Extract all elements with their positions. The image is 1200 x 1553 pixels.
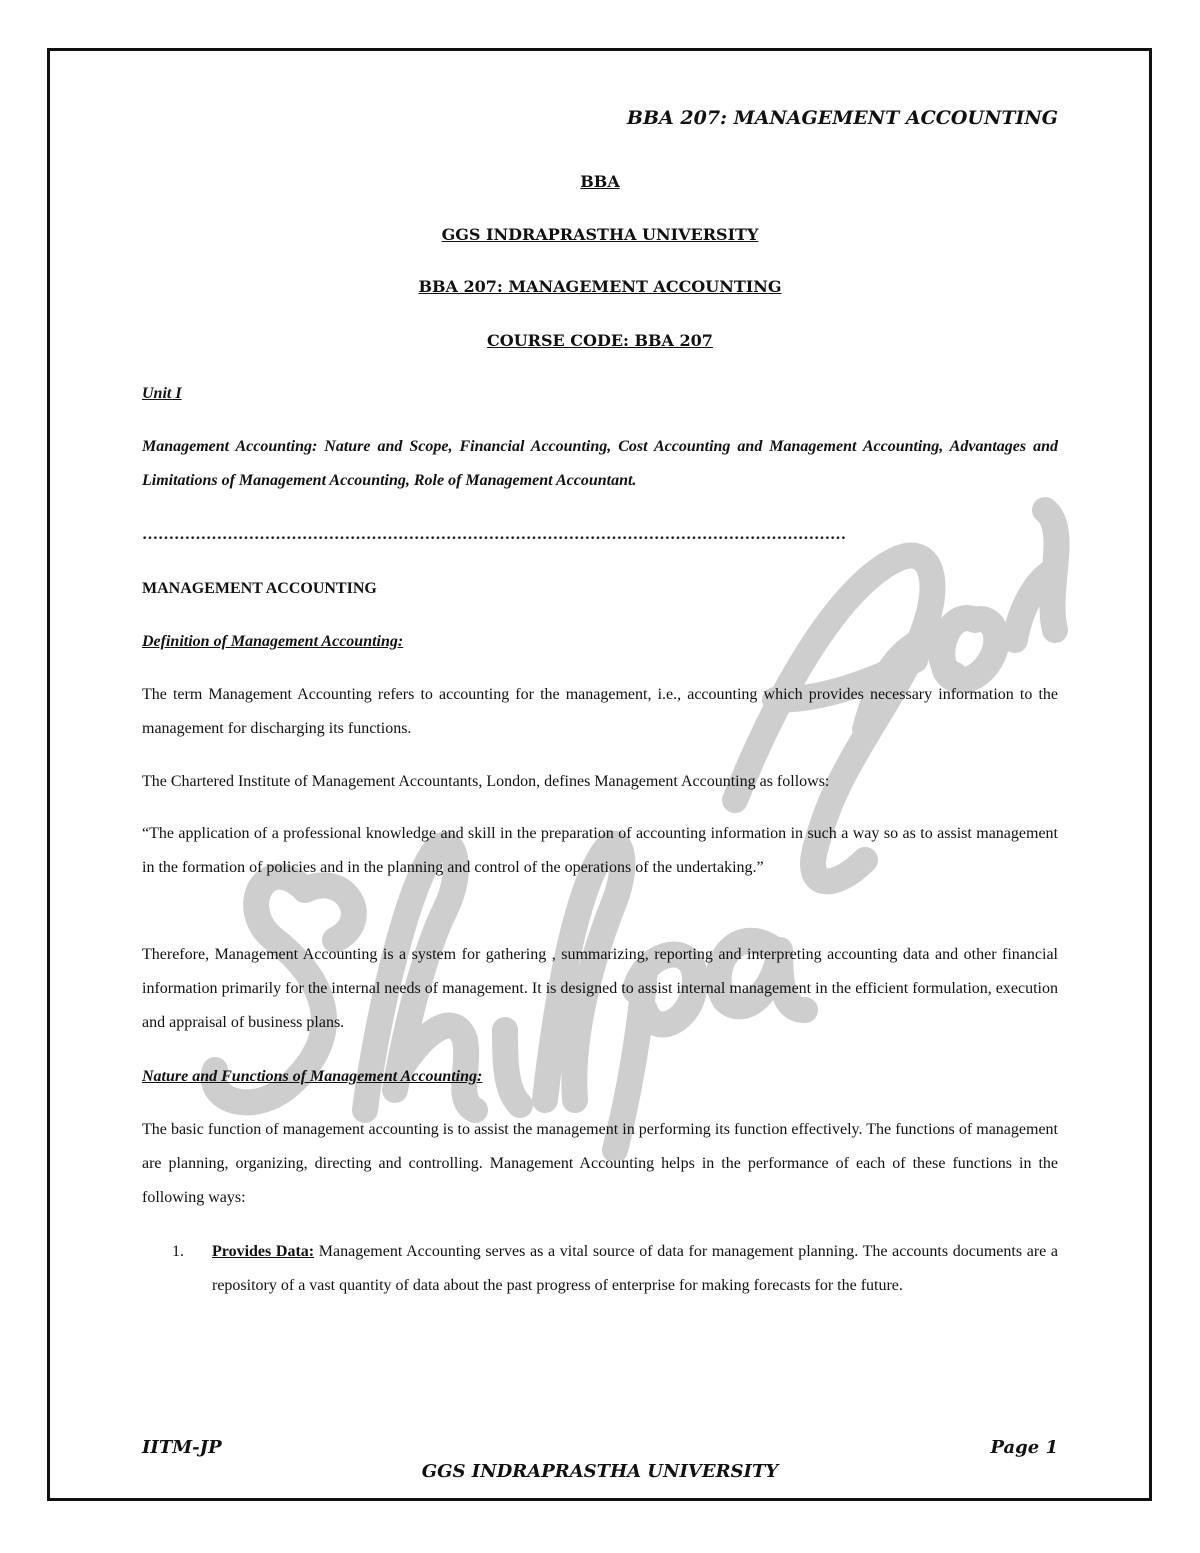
definition-heading: Definition of Management Accounting: <box>142 633 404 650</box>
footer-institute: IITM-JP <box>142 1437 222 1458</box>
list-item <box>212 1235 1058 1303</box>
list-item-title: Provides Data: <box>212 1243 315 1260</box>
course-code: COURSE CODE: BBA 207 <box>487 331 713 350</box>
university-title: GGS INDRAPRASTHA UNIVERSITY <box>441 225 759 244</box>
nature-heading: Nature and Functions of Management Accounting: <box>142 1068 483 1085</box>
section-heading: MANAGEMENT ACCOUNTING <box>142 580 377 597</box>
definition-paragraph: The term Management Accounting refers to accounting for the management, i.e., accounting which provides necessary information to the management for discharging its functions. <box>142 686 1058 737</box>
footer-university: GGS INDRAPRASTHA UNIVERSITY <box>421 1461 779 1482</box>
list-item-number: 1. <box>172 1243 184 1260</box>
separator-line: …………………………………………………………………………………………………………………… <box>142 526 846 543</box>
quote-paragraph: “The application of a professional knowledge and skill in the preparation of accounting information in such a way so as to assist management in the formation of policies and in the planning and control of the operations of the undertaking.” <box>142 825 1058 876</box>
unit-syllabus: Management Accounting: Nature and Scope, Financial Accounting, Cost Accounting and Management Accounting, Advantages and Limitations of Management Accounting, Role of Management Accountant. <box>142 438 1058 489</box>
running-header: BBA 207: MANAGEMENT ACCOUNTING <box>626 107 1058 129</box>
program-title: BBA <box>580 172 620 191</box>
course-title: BBA 207: MANAGEMENT ACCOUNTING <box>418 277 782 296</box>
unit-label: Unit I <box>142 385 182 402</box>
therefore-paragraph: Therefore, Management Accounting is a system for gathering , summarizing, reporting and interpreting accounting data and other financial information primarily for the internal needs of management. It is designed to assist internal management in the efficient formulation, execution and appraisal of business plans. <box>142 946 1058 1031</box>
list-item-text: Management Accounting serves as a vital source of data for management planning. The accounts documents are a repository of a vast quantity of data about the past progress of enterprise for making forecasts for the future. <box>212 1243 1059 1294</box>
nature-paragraph: The basic function of management accounting is to assist the management in performing its function effectively. The functions of management are planning, organizing, directing and controlling. Management Accounting helps in the performance of each of these functions in the following ways: <box>142 1121 1058 1206</box>
cima-paragraph: The Chartered Institute of Management Accountants, London, defines Management Accounting as follows: <box>142 773 830 790</box>
footer-page-number: Page 1 <box>990 1437 1058 1458</box>
